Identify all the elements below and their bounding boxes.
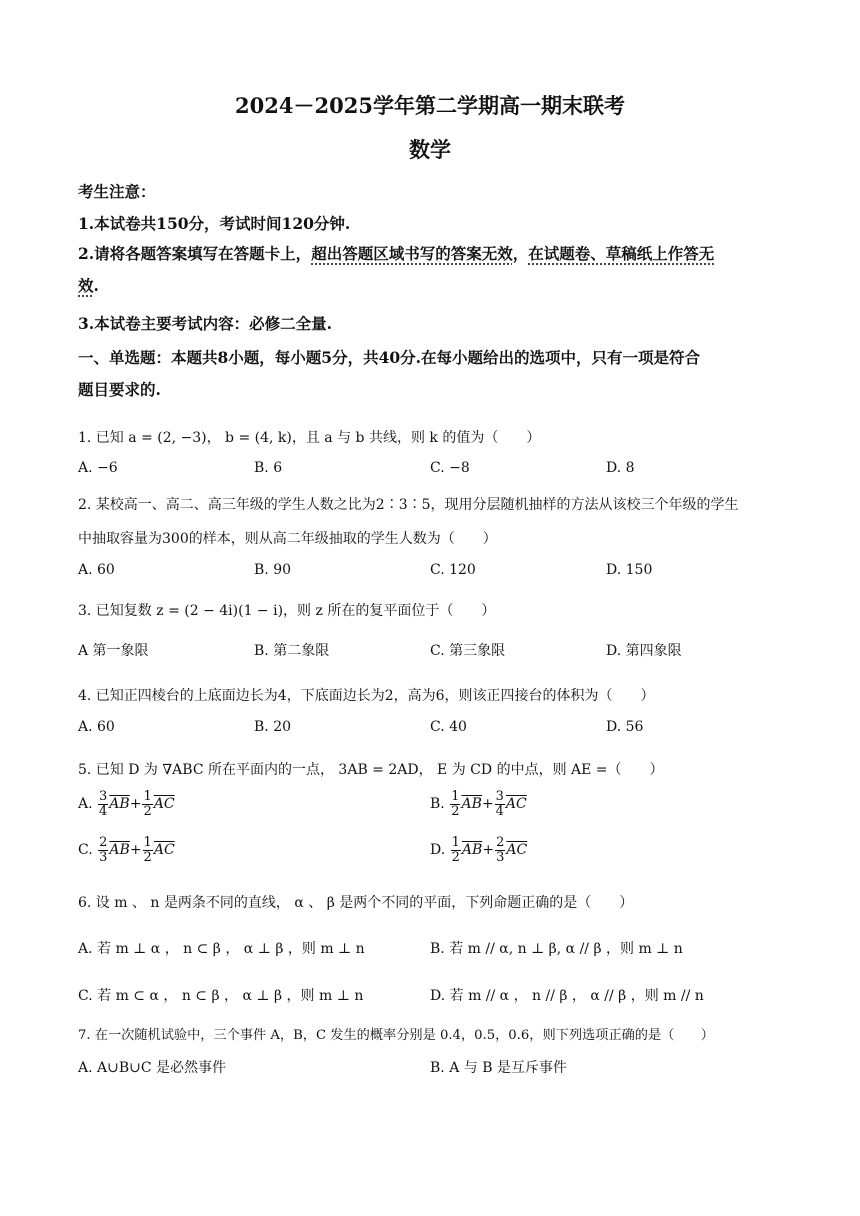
notice-item-2-part-a: 2.请将各题答案填写在答题卡上， [78,244,312,263]
question-5-stem: 5. 已知 D 为 ∇ABC 所在平面内的一点， 3AB = 2AD， E 为 CD 的中点，则 AE =（ ） [78,762,664,778]
option-label: A. [78,796,93,813]
notice-item-3: 3.本试卷主要考试内容：必修二全量. [78,314,333,333]
section-1-heading-line-2: 题目要求的. [78,380,161,399]
question-7-option-b: B. A 与 B 是互斥事件 [430,1060,567,1076]
notice-item-2-part-e: 效 [78,276,94,295]
exam-subject: 数学 [409,137,451,162]
fraction-two-thirds: $\frac{2}{3}$ [496,835,505,865]
question-6-option-d: D. 若 m // α ， n // β ， α // β ，则 m // n [430,988,704,1004]
question-1-option-d: D. 8 [606,460,635,476]
option-label: C. [78,842,93,859]
question-2-option-c: C. 120 [430,562,476,578]
question-2-option-a: A. 60 [78,562,115,578]
notice-item-2-part-d: 在试题卷、草稿纸上作答无 [528,244,715,263]
question-6-option-c: C. 若 m ⊂ α ， n ⊂ β ， α ⊥ β ，则 m ⊥ n [78,988,364,1004]
fraction-one-half: $\frac{1}{2}$ [143,835,152,865]
question-2-line-1: 2. 某校高一、高二、高三年级的学生人数之比为2∶3∶5，现用分层随机抽样的方法从该校三个年级的学生 [78,497,739,513]
fraction-three-quarters: $\frac{3}{4}$ [99,789,108,819]
question-3-option-d: D. 第四象限 [606,643,682,659]
question-5-option-a: A. $\frac{3}{4}$ $\overline{AB}+$ $\frac{1}{2}$ $\overline{AC}$ [78,789,175,819]
question-4-option-a: A. 60 [78,719,115,735]
fraction-one-half: $\frac{1}{2}$ [451,789,460,819]
notice-item-2-part-f: . [93,276,99,295]
notice-item-2-cont [78,274,99,296]
question-2-option-b: B. 90 [254,562,292,578]
notice-item-2-part-b: 超出答题区域书写的答案无效 [311,244,513,263]
question-1-stem: 1. 已知 a = (2, −3)， b = (4, k)，且 a 与 b 共线，则 k 的值为（ ） [78,430,541,446]
fraction-one-half: $\frac{1}{2}$ [143,789,152,819]
question-6-stem: 6. 设 m 、 n 是两条不同的直线， α 、 β 是两个不同的平面，下列命题正确的是（ ） [78,895,634,911]
question-3-option-b: B. 第二象限 [254,643,330,659]
question-1-option-a: A. −6 [78,460,118,476]
question-2-line-2: 中抽取容量为300的样本，则从高二年级抽取的学生人数为（ ） [78,531,497,547]
question-2-option-d: D. 150 [606,562,653,578]
notice-item-2 [78,242,714,264]
notice-item-1: 1.本试卷共150分，考试时间120分钟. [78,214,351,233]
question-3-stem: 3. 已知复数 z = (2 − 4i)(1 − i)，则 z 所在的复平面位于（ ） [78,603,496,619]
question-3-option-c: C. 第三象限 [430,643,506,659]
question-1-option-b: B. 6 [254,460,283,476]
question-5-option-c: C. $\frac{2}{3}$ $\overline{AB}+$ $\frac{1}{2}$ $\overline{AC}$ [78,835,175,865]
notice-item-2-part-c: ， [512,244,529,263]
question-7-stem: 7. 在一次随机试验中，三个事件 A，B，C 发生的概率分别是 0.4，0.5，0.6，则下列选项正确的是（ ） [78,1028,714,1043]
question-6-option-b: B. 若 m // α, n ⊥ β, α // β ，则 m ⊥ n [430,941,683,957]
question-4-option-b: B. 20 [254,719,292,735]
section-1-heading-line-1: 一、单选题：本题共8小题，每小题5分，共40分.在每小题给出的选项中，只有一项是符合 [78,348,701,367]
question-7-option-a: A. A∪B∪C 是必然事件 [78,1060,227,1076]
fraction-three-quarters: $\frac{3}{4}$ [495,789,504,819]
question-4-option-d: D. 56 [606,719,644,735]
exam-title: 2024－2025学年第二学期高一期末联考 [235,93,625,118]
question-6-option-a: A. 若 m ⊥ α ， n ⊂ β ， α ⊥ β ，则 m ⊥ n [78,941,365,957]
option-label: D. [430,842,446,859]
question-4-option-c: C. 40 [430,719,467,735]
fraction-one-half: $\frac{1}{2}$ [451,835,460,865]
notice-heading: 考生注意： [78,182,156,201]
question-1-option-c: C. −8 [430,460,470,476]
question-5-option-d: D. $\frac{1}{2}$ $\overline{AB}+$ $\frac{2}{3}$ $\overline{AC}$ [430,835,528,865]
question-3-option-a: A 第一象限 [78,643,149,659]
question-4-stem: 4. 已知正四棱台的上底面边长为4，下底面边长为2，高为6，则该正四接台的体积为（ ） [78,688,655,704]
fraction-two-thirds: $\frac{2}{3}$ [99,835,108,865]
question-5-option-b: B. $\frac{1}{2}$ $\overline{AB}+$ $\frac{3}{4}$ $\overline{AC}$ [430,789,527,819]
option-label: B. [430,796,445,813]
